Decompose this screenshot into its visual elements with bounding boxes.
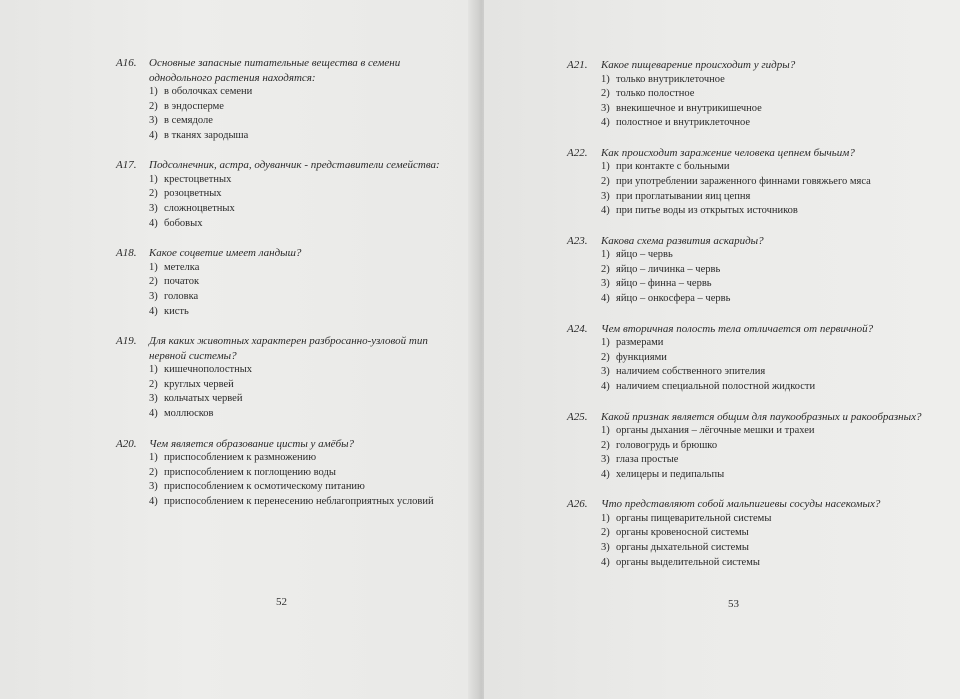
answer-option-number: 3) [149,115,158,127]
answer-option-number: 4) [601,205,610,217]
question-number: А20. [116,437,137,450]
answer-option-text: только внутриклеточное [616,73,725,85]
question-header [567,410,957,425]
answer-options [149,451,456,509]
answer-option-number: 4) [601,117,610,129]
question-number: А19. [116,335,137,348]
question-number: А16. [116,57,137,69]
question-header [567,234,957,249]
question-header [116,56,456,85]
answer-option-text: розоцветных [164,188,222,200]
question-block [116,56,456,143]
answer-option-number: 2) [601,88,610,100]
question-text: Как происходит заражение человека цепнем бычьим? [601,146,855,159]
question-text: Какое пищеварение происходит у гидры? [601,59,796,71]
answer-option-text: яйцо – финна – червь [616,278,712,290]
answer-option [601,263,957,278]
answer-option [601,365,957,380]
question-header [567,497,957,512]
question-number: А26. [567,498,588,511]
answer-options [601,512,957,570]
question-number: А23. [567,234,588,247]
answer-option [601,351,957,366]
answer-option [601,160,957,175]
answer-option [149,290,456,305]
question-header [567,146,957,161]
answer-option [601,336,957,351]
answer-option [149,261,456,276]
answer-option [149,100,456,115]
question-text: Для каких животных характерен разбросанно-узловой тип нервной системы? [149,335,428,362]
question-text: Какова схема развития аскариды? [601,234,764,247]
question-block [567,410,957,483]
answer-option-text: функциями [616,351,667,363]
right-page-questions [567,58,957,585]
answer-option-text: органы дыхания – лёгочные мешки и трахеи [616,425,815,436]
answer-option-number: 1) [149,173,158,185]
answer-option-number: 2) [149,378,158,390]
question-block [567,58,957,131]
answer-option [149,378,456,393]
answer-option-text: сложноцветных [164,203,235,215]
answer-option [601,556,957,571]
answer-option-text: при питье воды из открытых источников [616,205,798,217]
answer-option [601,87,957,102]
answer-option-text: яйцо – червь [616,249,673,261]
answer-option [601,204,957,219]
answer-option-number: 3) [601,366,610,378]
question-number: А18. [116,247,137,260]
answer-option-number: 1) [149,452,158,463]
answer-option-number: 1) [601,512,610,524]
answer-option [149,114,456,129]
answer-option [149,363,456,378]
answer-option-text: метелка [164,261,200,273]
answer-option [149,275,456,290]
question-block [116,334,456,421]
question-number: А25. [567,410,588,423]
question-text: Какое соцветие имеет ландыш? [149,247,302,260]
answer-option-number: 1) [601,249,610,261]
answer-option-text: крестоцветных [164,173,232,185]
answer-option-number: 3) [149,203,158,215]
answer-option-text: органы дыхательной системы [616,542,749,554]
answer-option-number: 3) [149,481,158,493]
answer-option-number: 3) [601,542,610,554]
question-block [567,234,957,307]
question-number: А24. [567,322,588,335]
answer-option [601,73,957,88]
answer-option [601,424,957,439]
answer-option-text: органы выделительной системы [616,556,760,568]
answer-option [601,512,957,527]
answer-option-text: в семядоле [164,115,213,127]
answer-option-text: только полостное [616,88,695,100]
answer-option-number: 1) [601,425,610,436]
answer-option-number: 1) [601,161,610,173]
question-header [116,334,456,363]
question-block [567,322,957,395]
answer-option-number: 4) [601,293,610,305]
answer-option-text: приспособлением к размножению [164,452,317,463]
answer-option-number: 2) [601,263,610,275]
answer-options [601,248,957,306]
answer-option-number: 2) [149,466,158,478]
question-header [567,322,957,337]
answer-option-number: 4) [149,407,158,419]
answer-option-text: кольчатых червей [164,393,243,405]
answer-option-text: наличием собственного эпителия [616,366,766,378]
answer-option-text: полостное и внутриклеточное [616,117,751,129]
question-text: Чем является образование цисты у амёбы? [149,437,355,450]
answer-option-text: приспособлением к перенесению неблагоприятных условий [164,495,434,507]
answer-options [601,73,957,131]
answer-option-number: 3) [149,393,158,405]
question-block [116,246,456,319]
answer-option [601,541,957,556]
answer-option-text: глаза простые [616,454,679,466]
answer-option-text: в оболочках семени [164,86,253,97]
answer-option-number: 4) [601,468,610,480]
answer-option [601,439,957,454]
answer-option [601,468,957,483]
answer-option-number: 1) [149,364,158,376]
answer-option [601,526,957,541]
answer-options [601,424,957,482]
answer-option [149,202,456,217]
question-text: Основные запасные питательные вещества в семени однодольного растения находятся: [149,57,401,84]
question-block [567,497,957,570]
answer-options [601,336,957,394]
answer-option-text: хелицеры и педипальпы [616,468,725,480]
question-text: Какой признак является общим для паукообразных и ракообразных? [601,410,922,423]
question-text: Чем вторичная полость тела отличается от первичной? [601,322,874,335]
question-block [116,158,456,231]
answer-option [149,407,456,422]
answer-option [601,277,957,292]
answer-option-text: при проглатывании яиц цепня [616,190,751,202]
answer-options [149,85,456,143]
answer-option [149,466,456,481]
answer-option-number: 4) [601,380,610,392]
answer-option-number: 4) [601,556,610,568]
answer-option-number: 4) [149,129,158,141]
answer-option-text: органы кровеносной системы [616,527,749,539]
answer-option-text: бобовых [164,217,203,229]
answer-option-number: 2) [601,439,610,451]
answer-options [149,363,456,421]
answer-option-number: 1) [601,337,610,349]
answer-option-number: 2) [149,276,158,288]
answer-option [149,305,456,320]
answer-options [601,160,957,218]
answer-options [149,261,456,319]
answer-option [601,116,957,131]
answer-option-text: головка [164,290,199,302]
question-header [116,158,456,173]
answer-option-number: 3) [601,454,610,466]
left-page-questions [116,56,456,524]
answer-option [601,102,957,117]
answer-option [149,187,456,202]
answer-option [601,380,957,395]
answer-option-text: при контакте с больными [616,161,730,173]
answer-option-number: 2) [601,175,610,187]
answer-option [601,190,957,205]
answer-option-number: 2) [601,527,610,539]
answer-option-number: 1) [149,261,158,273]
answer-option-text: приспособлением к поглощению воды [164,466,336,478]
answer-option [149,451,456,466]
answer-option [149,495,456,510]
question-number: А21. [567,59,588,71]
answer-option [149,217,456,232]
answer-option-text: органы пищеварительной системы [616,512,772,524]
answer-option-number: 4) [149,305,158,317]
answer-option-number: 1) [601,73,610,85]
answer-option-number: 4) [149,217,158,229]
answer-option-text: круглых червей [164,378,234,390]
answer-option-text: наличием специальной полостной жидкости [616,380,816,392]
answer-option-text: моллюсков [164,407,214,419]
answer-option-text: в тканях зародыша [164,129,249,141]
answer-option-text: кишечнополостных [164,364,253,376]
answer-option-text: яйцо – личинка – червь [616,263,721,275]
answer-option-text: в эндосперме [164,100,224,112]
answer-option-number: 4) [149,495,158,507]
question-header [116,246,456,261]
question-header [567,58,957,73]
question-text: Подсолнечник, астра, одуванчик - представители семейства: [149,159,440,172]
answer-option-number: 3) [601,278,610,290]
answer-option [601,175,957,190]
answer-option-text: головогрудь и брюшко [616,439,718,451]
right-page [484,0,960,699]
answer-option-text: яйцо – онкосфера – червь [616,293,731,305]
answer-option [149,129,456,144]
question-block [567,146,957,219]
answer-option [149,392,456,407]
page-number-left: 52 [276,596,287,608]
answer-option-text: початок [164,276,200,288]
answer-option-text: внекишечное и внутрикишечное [616,102,762,114]
answer-option-text: при употреблении зараженного финнами говяжьего мяса [616,175,871,187]
answer-option [149,85,456,100]
answer-option-number: 3) [149,290,158,302]
answer-option-number: 2) [149,100,158,112]
answer-option-number: 2) [601,351,610,363]
answer-option [601,453,957,468]
answer-option [149,480,456,495]
answer-option-number: 1) [149,86,158,97]
answer-option-text: размерами [616,337,664,349]
question-block [116,437,456,510]
answer-option-number: 3) [601,190,610,202]
answer-option-number: 3) [601,102,610,114]
answer-option [149,173,456,188]
answer-option-number: 2) [149,188,158,200]
answer-option [601,248,957,263]
question-header [116,437,456,452]
question-text: Что представляют собой мальпигиевы сосуды насекомых? [601,498,881,511]
answer-options [149,173,456,231]
left-page [0,0,476,699]
page-number-right: 53 [728,598,739,610]
answer-option [601,292,957,307]
answer-option-text: кисть [164,305,189,317]
question-number: А22. [567,146,588,159]
answer-option-text: приспособлением к осмотическому питанию [164,481,365,493]
question-number: А17. [116,159,137,172]
